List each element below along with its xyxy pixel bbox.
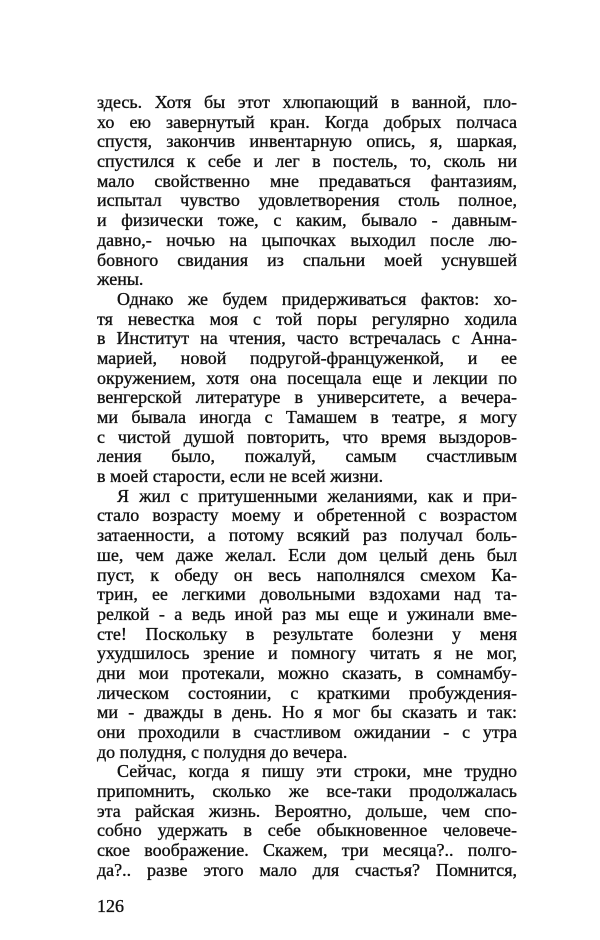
text-line: с чистой душой повторить, что время выздоров- (97, 426, 517, 447)
text-line: испытал чувство удовлетворения столь полное, (97, 190, 517, 211)
text-line: релкой - а ведь иной раз мы еще и ужинали вме- (97, 603, 517, 624)
text-line: давно,- ночью на цыпочках выходил после лю- (97, 229, 517, 250)
paragraph (97, 290, 517, 487)
text-line: в Институт на чтения, часто встречалась с Анна- (97, 328, 517, 349)
text-line: в моей старости, если не всей жизни. (97, 466, 384, 487)
text-line: мало свойственно мне предаваться фантазиям, (97, 170, 517, 191)
text-line: ления было, пожалуй, самым счастливым (97, 446, 517, 467)
text-line: жены. (97, 269, 144, 290)
text-line: лическом состоянии, с краткими пробуждения- (97, 682, 517, 703)
text-line: окружением, хотя она посещала еще и лекции по (97, 367, 517, 388)
text-line: они проходили в счастливом ожидании - с утра (97, 722, 517, 742)
text-line: ухудшилось зрение и помногу читать я не мог, (97, 643, 517, 664)
text-line: собно удержать в себе обыкновенное человече- (97, 820, 517, 841)
page-number: 126 (97, 896, 124, 916)
text-line: ми бывала иногда с Тамашем в театре, я могу (97, 407, 517, 427)
text-line: ми - дважды в день. Но я мог бы сказать и так: (97, 702, 517, 723)
text-line: марией, новой подругой-француженкой, и ее (97, 347, 517, 368)
paragraph (97, 93, 517, 290)
paragraph (97, 762, 517, 880)
text-line: трин, ее легкими довольными вздохами над та- (97, 584, 517, 605)
text-line: и физически тоже, с каким, бывало - давным- (97, 210, 517, 231)
text-line: хо ею завернутый кран. Когда добрых полчаса (97, 111, 517, 132)
text-line: стало возрасту моему и обретенной с возрастом (97, 505, 517, 526)
text-line: да?.. разве этого мало для счастья? Помнится, (97, 859, 517, 880)
text-line: припомнить, сколько же все-таки продолжалась (97, 781, 517, 802)
text-line: спустя, закончив инвентарную опись, я, шаркая, (97, 131, 517, 152)
text-line: спустился к себе и лег в постель, то, сколь ни (97, 151, 517, 172)
text-line: тя невестка моя с той поры регулярно ходила (97, 308, 517, 329)
text-line: эта райская жизнь. Вероятно, дольше, чем спо- (97, 800, 517, 821)
text-line: пуст, к обеду он весь наполнялся смехом Ка- (97, 564, 517, 585)
page-text (97, 93, 517, 881)
text-line: бовного свидания из спальни моей уснувшей (97, 249, 517, 270)
text-line: ское воображение. Скажем, три месяца?.. полго- (97, 840, 517, 861)
text-line: Однако же будем придерживаться фактов: хо- (117, 288, 517, 309)
text-line: Сейчас, когда я пишу эти строки, мне трудно (117, 761, 517, 782)
text-line: до полудня, с полудня до вечера. (97, 741, 348, 762)
text-line: здесь. Хотя бы этот хлюпающий в ванной, пло- (97, 92, 517, 112)
text-line: затаенности, а потому всякий раз получал боль- (97, 525, 517, 546)
text-line: ше, чем даже желал. Если дом целый день был (97, 544, 517, 565)
text-line: Я жил с притушенными желаниями, как и при- (117, 485, 517, 506)
text-line: венгерской литературе в университете, а вечера- (97, 387, 517, 408)
paragraph (97, 487, 517, 763)
text-line: дни мои протекали, можно сказать, в сомнамбу- (97, 662, 517, 683)
text-line: сте! Поскольку в результате болезни у меня (97, 623, 517, 644)
